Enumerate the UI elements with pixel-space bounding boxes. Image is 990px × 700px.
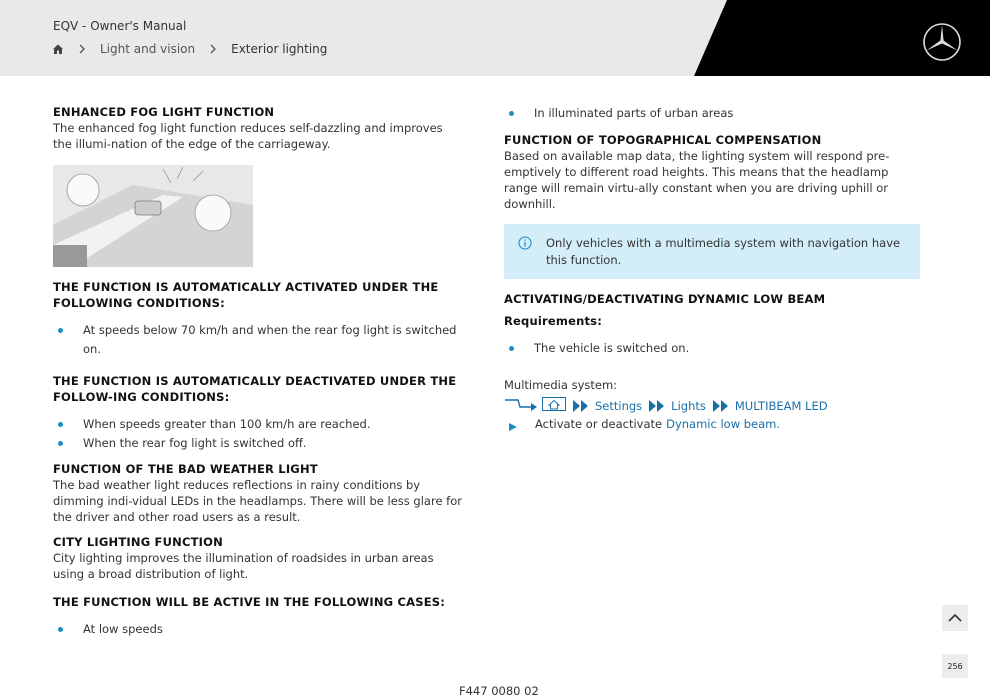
requirements-list: [504, 339, 920, 358]
info-box: [504, 224, 920, 279]
home-icon[interactable]: [52, 43, 64, 55]
step-arrow-icon: [509, 420, 517, 428]
scroll-to-top-button[interactable]: [942, 605, 968, 631]
dynamic-low-beam-link[interactable]: Dynamic low beam.: [666, 417, 781, 431]
multimedia-label: Multimedia system:: [504, 378, 618, 392]
city-heading: CITY LIGHTING FUNCTION: [53, 535, 223, 549]
double-chevron-icon: [648, 400, 666, 412]
fog-light-illustration: [53, 165, 253, 267]
step-text: Activate or deactivate: [535, 417, 663, 431]
chevron-right-icon: [76, 43, 88, 55]
activated-heading: THE FUNCTION IS AUTOMATICALLY ACTIVATED UNDER THE FOLLOWING CONDITIONS:: [53, 280, 439, 310]
bad-weather-heading: FUNCTION OF THE BAD WEATHER LIGHT: [53, 462, 318, 476]
active-list: [53, 620, 465, 639]
bullet-dot-icon: [58, 441, 63, 446]
topo-heading: FUNCTION OF TOPOGRAPHICAL COMPENSATION: [504, 133, 822, 147]
active-heading: THE FUNCTION WILL BE ACTIVE IN THE FOLLOWING CASES:: [53, 595, 446, 609]
dynamic-low-beam-heading: ACTIVATING/DEACTIVATING DYNAMIC LOW BEAM: [504, 292, 826, 306]
list-item: The vehicle is switched on.: [504, 339, 920, 358]
breadcrumb: [52, 42, 327, 56]
star-logo-icon: [922, 22, 962, 62]
double-chevron-icon: [572, 400, 590, 412]
requirements-label: Requirements:: [504, 314, 602, 328]
left-column: [53, 104, 465, 639]
home-button-icon[interactable]: [542, 397, 566, 414]
menu-path: [504, 397, 920, 414]
app-title: EQV - Owner's Manual: [53, 19, 187, 33]
double-chevron-icon: [712, 400, 730, 412]
breadcrumb-exterior-lighting[interactable]: Exterior lighting: [231, 42, 328, 56]
chevron-right-icon: [207, 43, 219, 55]
figure-code: F447 0080 02: [459, 684, 539, 698]
deactivated-heading: THE FUNCTION IS AUTOMATICALLY DEACTIVATED UNDER THE FOLLOW-ING CONDITIONS:: [53, 374, 457, 404]
list-item: At speeds below 70 km/h and when the rear fog light is switched on.: [53, 321, 465, 359]
bullet-dot-icon: [509, 111, 514, 116]
city-text: City lighting improves the illumination of roadsides in urban areas using a broad distribution of light.: [53, 551, 434, 581]
list-item: When the rear fog light is switched off.: [53, 434, 465, 453]
list-item: At low speeds: [53, 620, 465, 639]
urban-list: [504, 104, 920, 123]
path-multibeam-led[interactable]: MULTIBEAM LED: [734, 398, 828, 413]
breadcrumb-light-and-vision[interactable]: Light and vision: [100, 42, 196, 56]
info-text: Only vehicles with a multimedia system with navigation have this function.: [546, 236, 901, 267]
path-start-icon: [504, 397, 538, 414]
bullet-dot-icon: [58, 627, 63, 632]
instruction-step: [504, 417, 920, 431]
deactivated-list: [53, 415, 465, 453]
bullet-dot-icon: [509, 346, 514, 351]
path-lights[interactable]: Lights: [671, 398, 706, 413]
bullet-dot-icon: [58, 422, 63, 427]
path-settings[interactable]: Settings: [595, 398, 643, 413]
bad-weather-text: The bad weather light reduces reflections in rainy conditions by dimming indi-vidual LEDs in the headlamps. There will be less glare for the driver and other road users as a result.: [53, 478, 462, 524]
fog-text: The enhanced fog light function reduces self-dazzling and improves the illumi-nation of the edge of the carriageway.: [53, 121, 443, 151]
info-icon: [518, 236, 532, 250]
right-column: [504, 104, 920, 431]
activated-list: [53, 321, 465, 359]
list-item: In illuminated parts of urban areas: [504, 104, 920, 123]
page-number-badge: 256: [942, 654, 968, 678]
topo-text: Based on available map data, the lighting system will respond pre-emptively to different road heights. This means that the headlamp range will remain virtu-ally constant when you are driving uphill or downhill.: [504, 149, 890, 211]
chevron-up-icon: [948, 613, 962, 623]
header-bar: [0, 0, 990, 76]
bullet-dot-icon: [58, 328, 63, 333]
fog-heading: ENHANCED FOG LIGHT FUNCTION: [53, 105, 275, 119]
list-item: When speeds greater than 100 km/h are reached.: [53, 415, 465, 434]
